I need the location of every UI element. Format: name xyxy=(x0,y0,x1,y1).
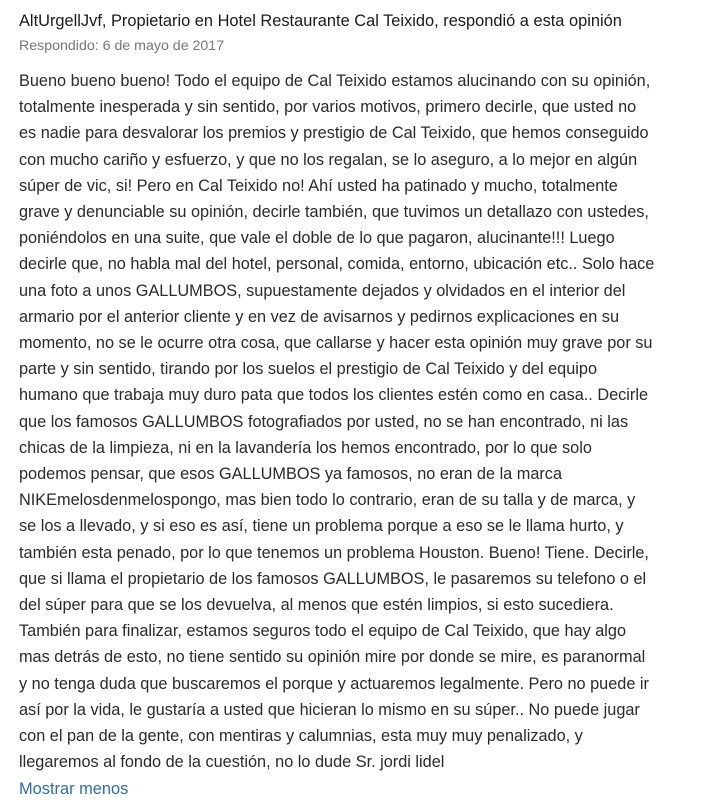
response-body-line: mas detrás de esto, no tiene sentido su opinión mire por donde se mire, es paranormal xyxy=(19,648,646,667)
response-body-line: humano que trabaja muy duro pata que todos los clientes estén como en casa.. Decirle xyxy=(19,386,649,405)
response-body-line: que los famosos GALLUMBOS fotografiados por usted, no se han encontrado, ni las xyxy=(19,412,629,431)
response-body-line: totalmente inesperada y sin sentido, por varios motivos, primero decirle, que usted no xyxy=(19,98,637,117)
response-body-line: del súper para que se los devuelva, al menos que estén limpios, si esto sucediera. xyxy=(19,596,614,615)
response-body-line: poniéndolos en una suite, que vale el doble de lo que pagaron, alucinante!!! Luego xyxy=(19,229,615,248)
response-body-line: armario por el anterior cliente y en vez de avisarnos y pedirnos explicaciones en su xyxy=(19,307,620,326)
response-body-line: decirle que, no habla mal del hotel, personal, comida, entorno, ubicación etc.. Solo hace xyxy=(19,255,655,274)
response-body-line: una foto a unos GALLUMBOS, supuestamente dejados y olvidados en el interior del xyxy=(19,281,626,300)
response-body-line: con mucho cariño y esfuerzo, y que no los regalan, se lo aseguro, a lo mejor en algún xyxy=(19,150,638,169)
response-body-line: También para finalizar, estamos seguros todo el equipo de Cal Teixido, que hay algo xyxy=(19,622,627,641)
response-body-line: y no tenga duda que buscaremos el porque y actuaremos legalmente. Pero no puede ir xyxy=(19,674,649,693)
response-body-line: súper de vic, si! Pero en Cal Teixido no! Ahí usted ha patinado y mucho, totalmente xyxy=(19,176,618,195)
response-body-line: es nadie para desvalorar los premios y prestigio de Cal Teixido, que hemos conseguido xyxy=(19,124,649,143)
response-date: Respondido: 6 de mayo de 2017 xyxy=(19,38,225,54)
response-body-line: NIKEmelosdenmelospongo, mas bien todo lo contrario, eran de su talla y de marca, y xyxy=(19,491,636,510)
response-header: AltUrgellJvf, Propietario en Hotel Restaurante Cal Teixido, respondió a esta opinión xyxy=(19,12,622,30)
response-body-line: se los a llevado, y si eso es así, tiene un problema porque a eso se le llama hurto, y xyxy=(19,517,624,536)
response-body-line: llegaremos al fondo de la cuestión, no lo dude Sr. jordi lidel xyxy=(19,753,445,772)
response-body-line: también esta penado, por lo que tenemos un problema Houston. Bueno! Tiene. Decirle, xyxy=(19,543,649,562)
response-body-line: Bueno bueno bueno! Todo el equipo de Cal Teixido estamos alucinando con su opinión, xyxy=(19,72,651,90)
response-body-line: que si llama el propietario de los famosos GALLUMBOS, le pasaremos su telefono o el xyxy=(19,569,647,588)
response-body xyxy=(19,68,710,775)
response-body-line: podemos pensar, que esos GALLUMBOS ya famosos, no eran de la marca xyxy=(19,465,562,484)
response-body-line: parte y sin sentido, tirando por los suelos el prestigio de Cal Teixido y del equipo xyxy=(19,360,598,379)
response-body-line: grave y denunciable su opinión, decirle también, que tuvimos un detallazo con ustedes, xyxy=(19,203,649,222)
response-body-line: momento, no se le ocurre otra cosa, que callarse y hacer esta opinión muy grave por su xyxy=(19,334,653,353)
show-less-link[interactable]: Mostrar menos xyxy=(19,780,129,799)
response-body-line: chicas de la limpieza, ni en la lavandería los hemos encontrado, por lo que solo xyxy=(19,438,592,457)
response-body-line: con el pan de la gente, con mentiras y calumnias, esta muy muy penalizado, y xyxy=(19,727,583,746)
response-body-line: así por la vida, le gustaría a usted que hicieran lo mismo en su súper.. No puede jugar xyxy=(19,700,640,719)
